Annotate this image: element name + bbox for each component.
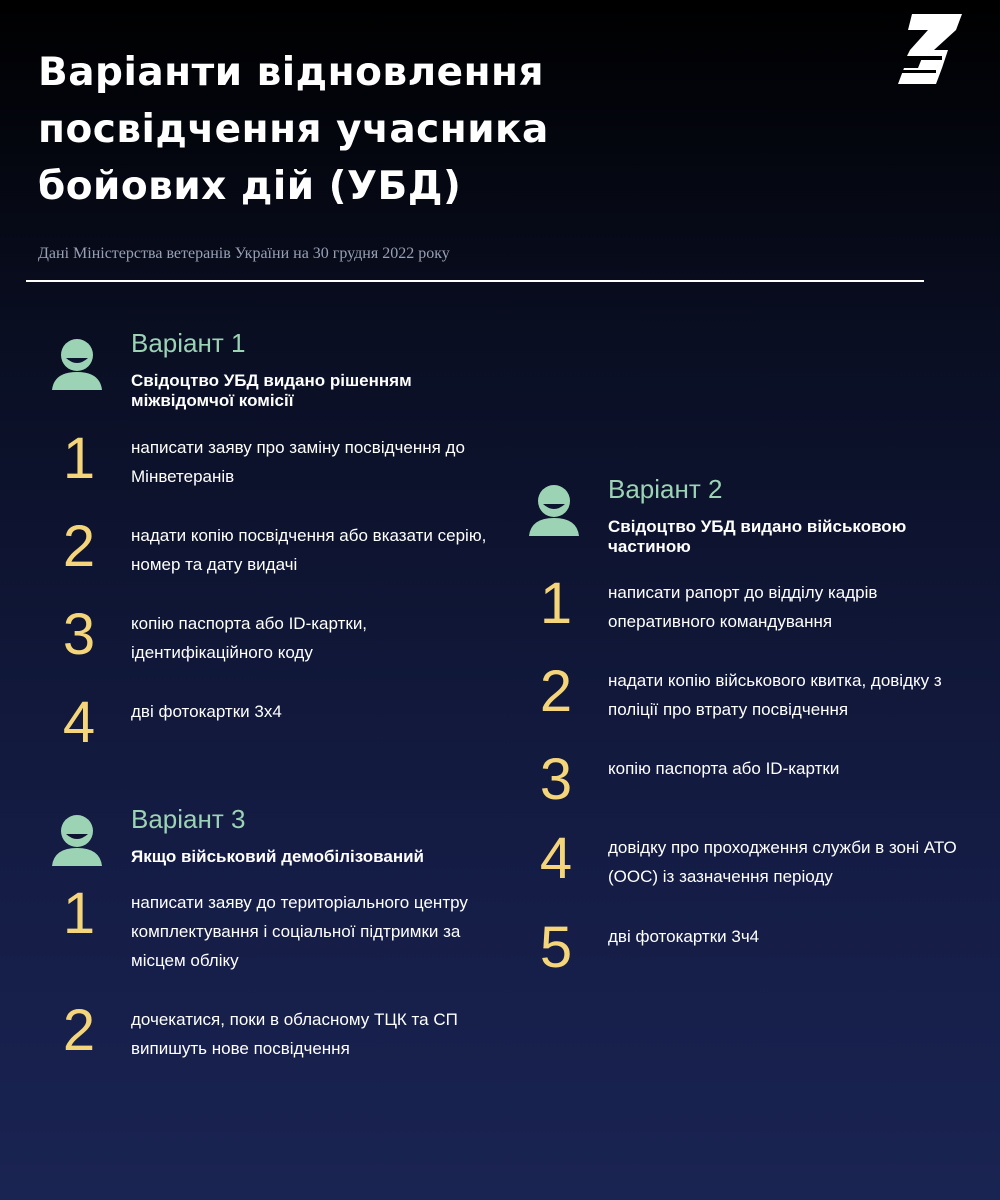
- variant-title: Варіант 3: [131, 804, 246, 834]
- step-text: дві фотокартки 3ч4: [608, 927, 760, 946]
- variant-2: [529, 474, 969, 994]
- variant-1: [52, 328, 487, 768]
- title-line: посвідчення учасника: [38, 107, 549, 152]
- step-number: 2: [62, 514, 96, 579]
- step-text: копію паспорта або ID-картки: [608, 759, 840, 778]
- step-text: копію паспорта або ID-картки, ідентифікаційного коду: [131, 614, 368, 662]
- person-icon: [529, 484, 579, 536]
- source-note: Дані Міністерства ветеранів України на 30 грудня 2022 року: [38, 245, 450, 262]
- z-logo-icon: [896, 12, 966, 88]
- variant-title: Варіант 2: [608, 474, 723, 504]
- variant-title: Варіант 1: [131, 328, 246, 358]
- variant-subtitle: Свідоцтво УБД видано військовою частиною: [608, 517, 907, 556]
- title-line: бойових дій (УБД): [38, 164, 462, 209]
- step-number: 4: [539, 826, 573, 891]
- step-text: написати заяву про заміну посвідчення до Мінветеранів: [131, 438, 465, 486]
- variant-subtitle: Якщо військовий демобілізований: [131, 847, 424, 866]
- step-number: 1: [62, 426, 96, 491]
- step-number: 3: [62, 602, 96, 667]
- step-number: 4: [62, 690, 96, 755]
- step-text: надати копію посвідчення або вказати серію, номер та дату видачі: [131, 526, 487, 574]
- step-text: написати заяву до територіального центру комплектування і соціальної підтримки за місцем обліку: [131, 893, 468, 970]
- variant-subtitle: Свідоцтво УБД видано рішенням міжвідомчої комісії: [131, 371, 412, 410]
- step-text: дочекатися, поки в обласному ТЦК та СП випишуть нове посвідчення: [131, 1010, 458, 1058]
- page-title: [38, 44, 658, 215]
- step-text: написати рапорт до відділу кадрів оперативного командування: [608, 583, 878, 631]
- person-icon: [52, 814, 102, 866]
- header-divider: [26, 280, 924, 282]
- step-number: 3: [539, 747, 573, 812]
- step-text: дві фотокартки 3x4: [131, 702, 282, 721]
- step-text: довідку про проходження служби в зоні АТО (ООС) із зазначення періоду: [608, 838, 957, 886]
- person-icon: [52, 338, 102, 390]
- step-number: 1: [539, 571, 573, 636]
- step-text: надати копію військового квитка, довідку з поліції про втрату посвідчення: [608, 671, 942, 719]
- step-number: 5: [539, 915, 573, 980]
- step-number: 1: [62, 881, 96, 946]
- step-number: 2: [539, 659, 573, 724]
- variant-3: [52, 804, 472, 1084]
- step-number: 2: [62, 998, 96, 1063]
- title-line: Варіанти відновлення: [38, 50, 545, 95]
